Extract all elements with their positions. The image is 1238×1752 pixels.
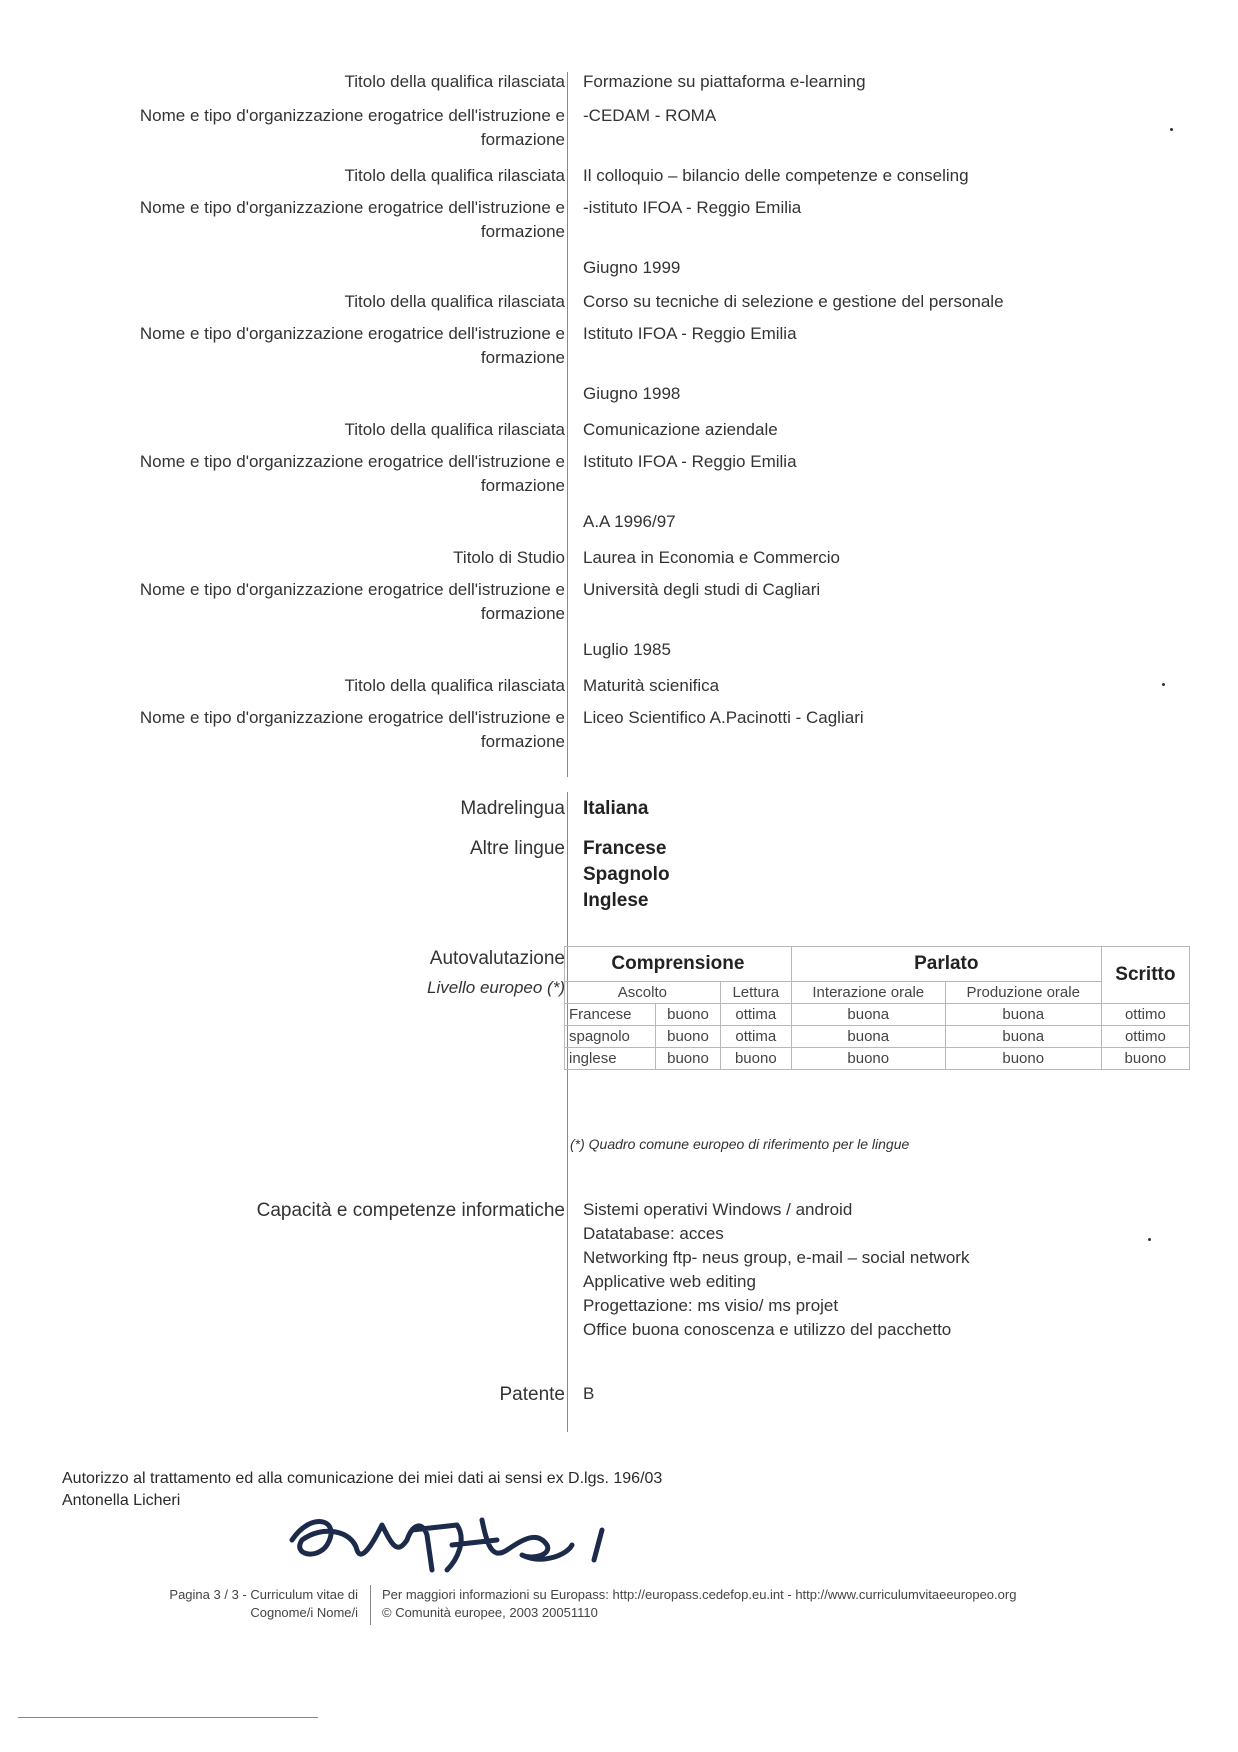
field-label: Titolo della qualifica rilasciata bbox=[344, 420, 565, 439]
field-label: Nome e tipo d'organizzazione erogatrice dell'istruzione e bbox=[139, 198, 565, 217]
date-value: A.A 1996/97 bbox=[583, 512, 676, 531]
field-value: Formazione su piattaforma e-learning bbox=[583, 72, 866, 91]
field-value: Istituto IFOA - Reggio Emilia bbox=[583, 324, 797, 343]
table-note: (*) Quadro comune europeo di riferimento per le lingue bbox=[570, 1136, 910, 1152]
other-language: Spagnolo bbox=[583, 864, 670, 885]
organization-row-cont bbox=[0, 604, 1238, 628]
table-cell: ottimo bbox=[1101, 1026, 1189, 1048]
scan-edge-line bbox=[18, 1717, 318, 1718]
table-cell: buono bbox=[945, 1048, 1101, 1070]
table-cell: buona bbox=[791, 1004, 945, 1026]
organization-row bbox=[0, 580, 1238, 604]
it-skills-label: Capacità e competenze informatiche bbox=[256, 1200, 565, 1221]
organization-row bbox=[0, 198, 1238, 222]
field-value: Laurea in Economia e Commercio bbox=[583, 548, 841, 567]
language-name: spagnolo bbox=[565, 1026, 656, 1048]
language-name: inglese bbox=[565, 1048, 656, 1070]
it-skill-line: Office buona conoscenza e utilizzo del pacchetto bbox=[583, 1320, 952, 1339]
field-value: Liceo Scientifico A.Pacinotti - Cagliari bbox=[583, 708, 864, 727]
field-value: -istituto IFOA - Reggio Emilia bbox=[583, 198, 802, 217]
organization-row-cont bbox=[0, 130, 1238, 154]
it-skills-row bbox=[0, 1320, 1238, 1344]
qualification-row bbox=[0, 420, 1238, 444]
scan-speck bbox=[1148, 1238, 1151, 1241]
language-name: Francese bbox=[565, 1004, 656, 1026]
table-cell: buono bbox=[656, 1004, 721, 1026]
other-languages-label: Altre lingue bbox=[469, 838, 565, 859]
signature-image bbox=[282, 1500, 642, 1590]
license-label: Patente bbox=[499, 1384, 565, 1405]
other-languages-row bbox=[0, 890, 1238, 914]
organization-row-cont bbox=[0, 732, 1238, 756]
table-row bbox=[565, 1026, 1190, 1048]
group-comprehension: Comprensione bbox=[565, 947, 792, 982]
organization-row-cont bbox=[0, 222, 1238, 246]
signer-name: Antonella Licheri bbox=[62, 1492, 181, 1509]
mother-tongue-value: Italiana bbox=[583, 798, 649, 819]
study-title-row bbox=[0, 548, 1238, 572]
other-language: Francese bbox=[583, 838, 667, 859]
field-value: Il colloquio – bilancio delle competenze e conseling bbox=[583, 166, 969, 185]
field-label: Titolo della qualifica rilasciata bbox=[344, 292, 565, 311]
date-row bbox=[0, 384, 1238, 408]
it-skills-row bbox=[0, 1200, 1238, 1224]
self-assessment-label: Autovalutazione bbox=[429, 948, 565, 969]
other-languages-row bbox=[0, 838, 1238, 862]
field-label: Titolo di Studio bbox=[453, 548, 565, 567]
table-cell: buona bbox=[945, 1026, 1101, 1048]
table-note-row bbox=[0, 1136, 1238, 1160]
date-value: Giugno 1999 bbox=[583, 258, 681, 277]
field-label: formazione bbox=[480, 348, 565, 367]
table-cell: ottima bbox=[720, 1026, 791, 1048]
field-label: formazione bbox=[480, 732, 565, 751]
mother-tongue-label: Madrelingua bbox=[460, 798, 565, 819]
field-label: Nome e tipo d'organizzazione erogatrice dell'istruzione e bbox=[139, 708, 565, 727]
footer-divider bbox=[370, 1585, 371, 1625]
date-value: Giugno 1998 bbox=[583, 384, 681, 403]
organization-row-cont bbox=[0, 476, 1238, 500]
field-value: Corso su tecniche di selezione e gestione del personale bbox=[583, 292, 1004, 311]
subheader-listening: Ascolto bbox=[565, 982, 721, 1004]
date-row bbox=[0, 640, 1238, 664]
it-skills-row bbox=[0, 1296, 1238, 1320]
table-cell: buono bbox=[791, 1048, 945, 1070]
qualification-row bbox=[0, 676, 1238, 700]
it-skill-line: Networking ftp- neus group, e-mail – social network bbox=[583, 1248, 970, 1267]
it-skills-row bbox=[0, 1248, 1238, 1272]
qualification-row bbox=[0, 166, 1238, 190]
license-row bbox=[0, 1384, 1238, 1408]
organization-row bbox=[0, 106, 1238, 130]
footer-copyright: © Comunità europee, 2003 20051110 bbox=[382, 1605, 598, 1620]
it-skill-line: Applicative web editing bbox=[583, 1272, 756, 1291]
date-value: Luglio 1985 bbox=[583, 640, 671, 659]
scan-speck bbox=[1162, 683, 1165, 686]
table-row bbox=[565, 1048, 1190, 1070]
field-label: Nome e tipo d'organizzazione erogatrice dell'istruzione e bbox=[139, 452, 565, 471]
license-value: B bbox=[583, 1384, 595, 1403]
other-language: Inglese bbox=[583, 890, 649, 911]
european-level-label: Livello europeo (*) bbox=[427, 978, 565, 997]
table-cell: ottima bbox=[720, 1004, 791, 1026]
group-writing: Scritto bbox=[1101, 947, 1189, 1004]
table-row bbox=[565, 1004, 1190, 1026]
it-skill-line: Progettazione: ms visio/ ms projet bbox=[583, 1296, 839, 1315]
subheader-oral-production: Produzione orale bbox=[945, 982, 1101, 1004]
table-cell: buono bbox=[656, 1026, 721, 1048]
date-row bbox=[0, 512, 1238, 536]
qualification-row bbox=[0, 292, 1238, 316]
table-subheader bbox=[565, 982, 1190, 1004]
field-label: formazione bbox=[480, 604, 565, 623]
subheader-oral-interaction: Interazione orale bbox=[791, 982, 945, 1004]
field-label: formazione bbox=[480, 222, 565, 241]
field-label: Nome e tipo d'organizzazione erogatrice dell'istruzione e bbox=[139, 324, 565, 343]
field-label: formazione bbox=[480, 476, 565, 495]
consent-text: Autorizzo al trattamento ed alla comunicazione dei miei dati ai sensi ex D.lgs. 196/03 bbox=[62, 1470, 663, 1487]
footer-europass-info: Per maggiori informazioni su Europass: http://europass.cedefop.eu.int - http://www.curriculumvitaeeuropeo.org bbox=[382, 1587, 1017, 1602]
field-label: Nome e tipo d'organizzazione erogatrice dell'istruzione e bbox=[139, 106, 565, 125]
table-cell: buono bbox=[1101, 1048, 1189, 1070]
field-value: -CEDAM - ROMA bbox=[583, 106, 717, 125]
it-skill-line: Datatabase: acces bbox=[583, 1224, 724, 1243]
footer-page-info: Pagina 3 / 3 - Curriculum vitae di bbox=[169, 1587, 358, 1602]
field-label: formazione bbox=[480, 130, 565, 149]
it-skill-line: Sistemi operativi Windows / android bbox=[583, 1200, 853, 1219]
footer-name-placeholder: Cognome/i Nome/i bbox=[250, 1605, 358, 1620]
qualification-row bbox=[0, 72, 1238, 96]
language-assessment-table bbox=[564, 946, 1190, 1070]
organization-row-cont bbox=[0, 348, 1238, 372]
organization-row bbox=[0, 452, 1238, 476]
field-label: Titolo della qualifica rilasciata bbox=[344, 676, 565, 695]
table-cell: ottimo bbox=[1101, 1004, 1189, 1026]
table-cell: buona bbox=[945, 1004, 1101, 1026]
table-group-header bbox=[565, 947, 1190, 982]
organization-row bbox=[0, 324, 1238, 348]
mother-tongue-row bbox=[0, 798, 1238, 822]
field-label: Nome e tipo d'organizzazione erogatrice dell'istruzione e bbox=[139, 580, 565, 599]
it-skills-row bbox=[0, 1224, 1238, 1248]
date-row bbox=[0, 258, 1238, 282]
field-value: Università degli studi di Cagliari bbox=[583, 580, 821, 599]
subheader-reading: Lettura bbox=[720, 982, 791, 1004]
scan-speck bbox=[1170, 128, 1173, 131]
table-cell: buono bbox=[720, 1048, 791, 1070]
table-cell: buono bbox=[656, 1048, 721, 1070]
field-label: Titolo della qualifica rilasciata bbox=[344, 166, 565, 185]
other-languages-row bbox=[0, 864, 1238, 888]
field-value: Istituto IFOA - Reggio Emilia bbox=[583, 452, 797, 471]
organization-row bbox=[0, 708, 1238, 732]
it-skills-row bbox=[0, 1272, 1238, 1296]
field-value: Maturità scienifica bbox=[583, 676, 720, 695]
field-label: Titolo della qualifica rilasciata bbox=[344, 72, 565, 91]
table-cell: buona bbox=[791, 1026, 945, 1048]
field-value: Comunicazione aziendale bbox=[583, 420, 778, 439]
group-speaking: Parlato bbox=[791, 947, 1101, 982]
